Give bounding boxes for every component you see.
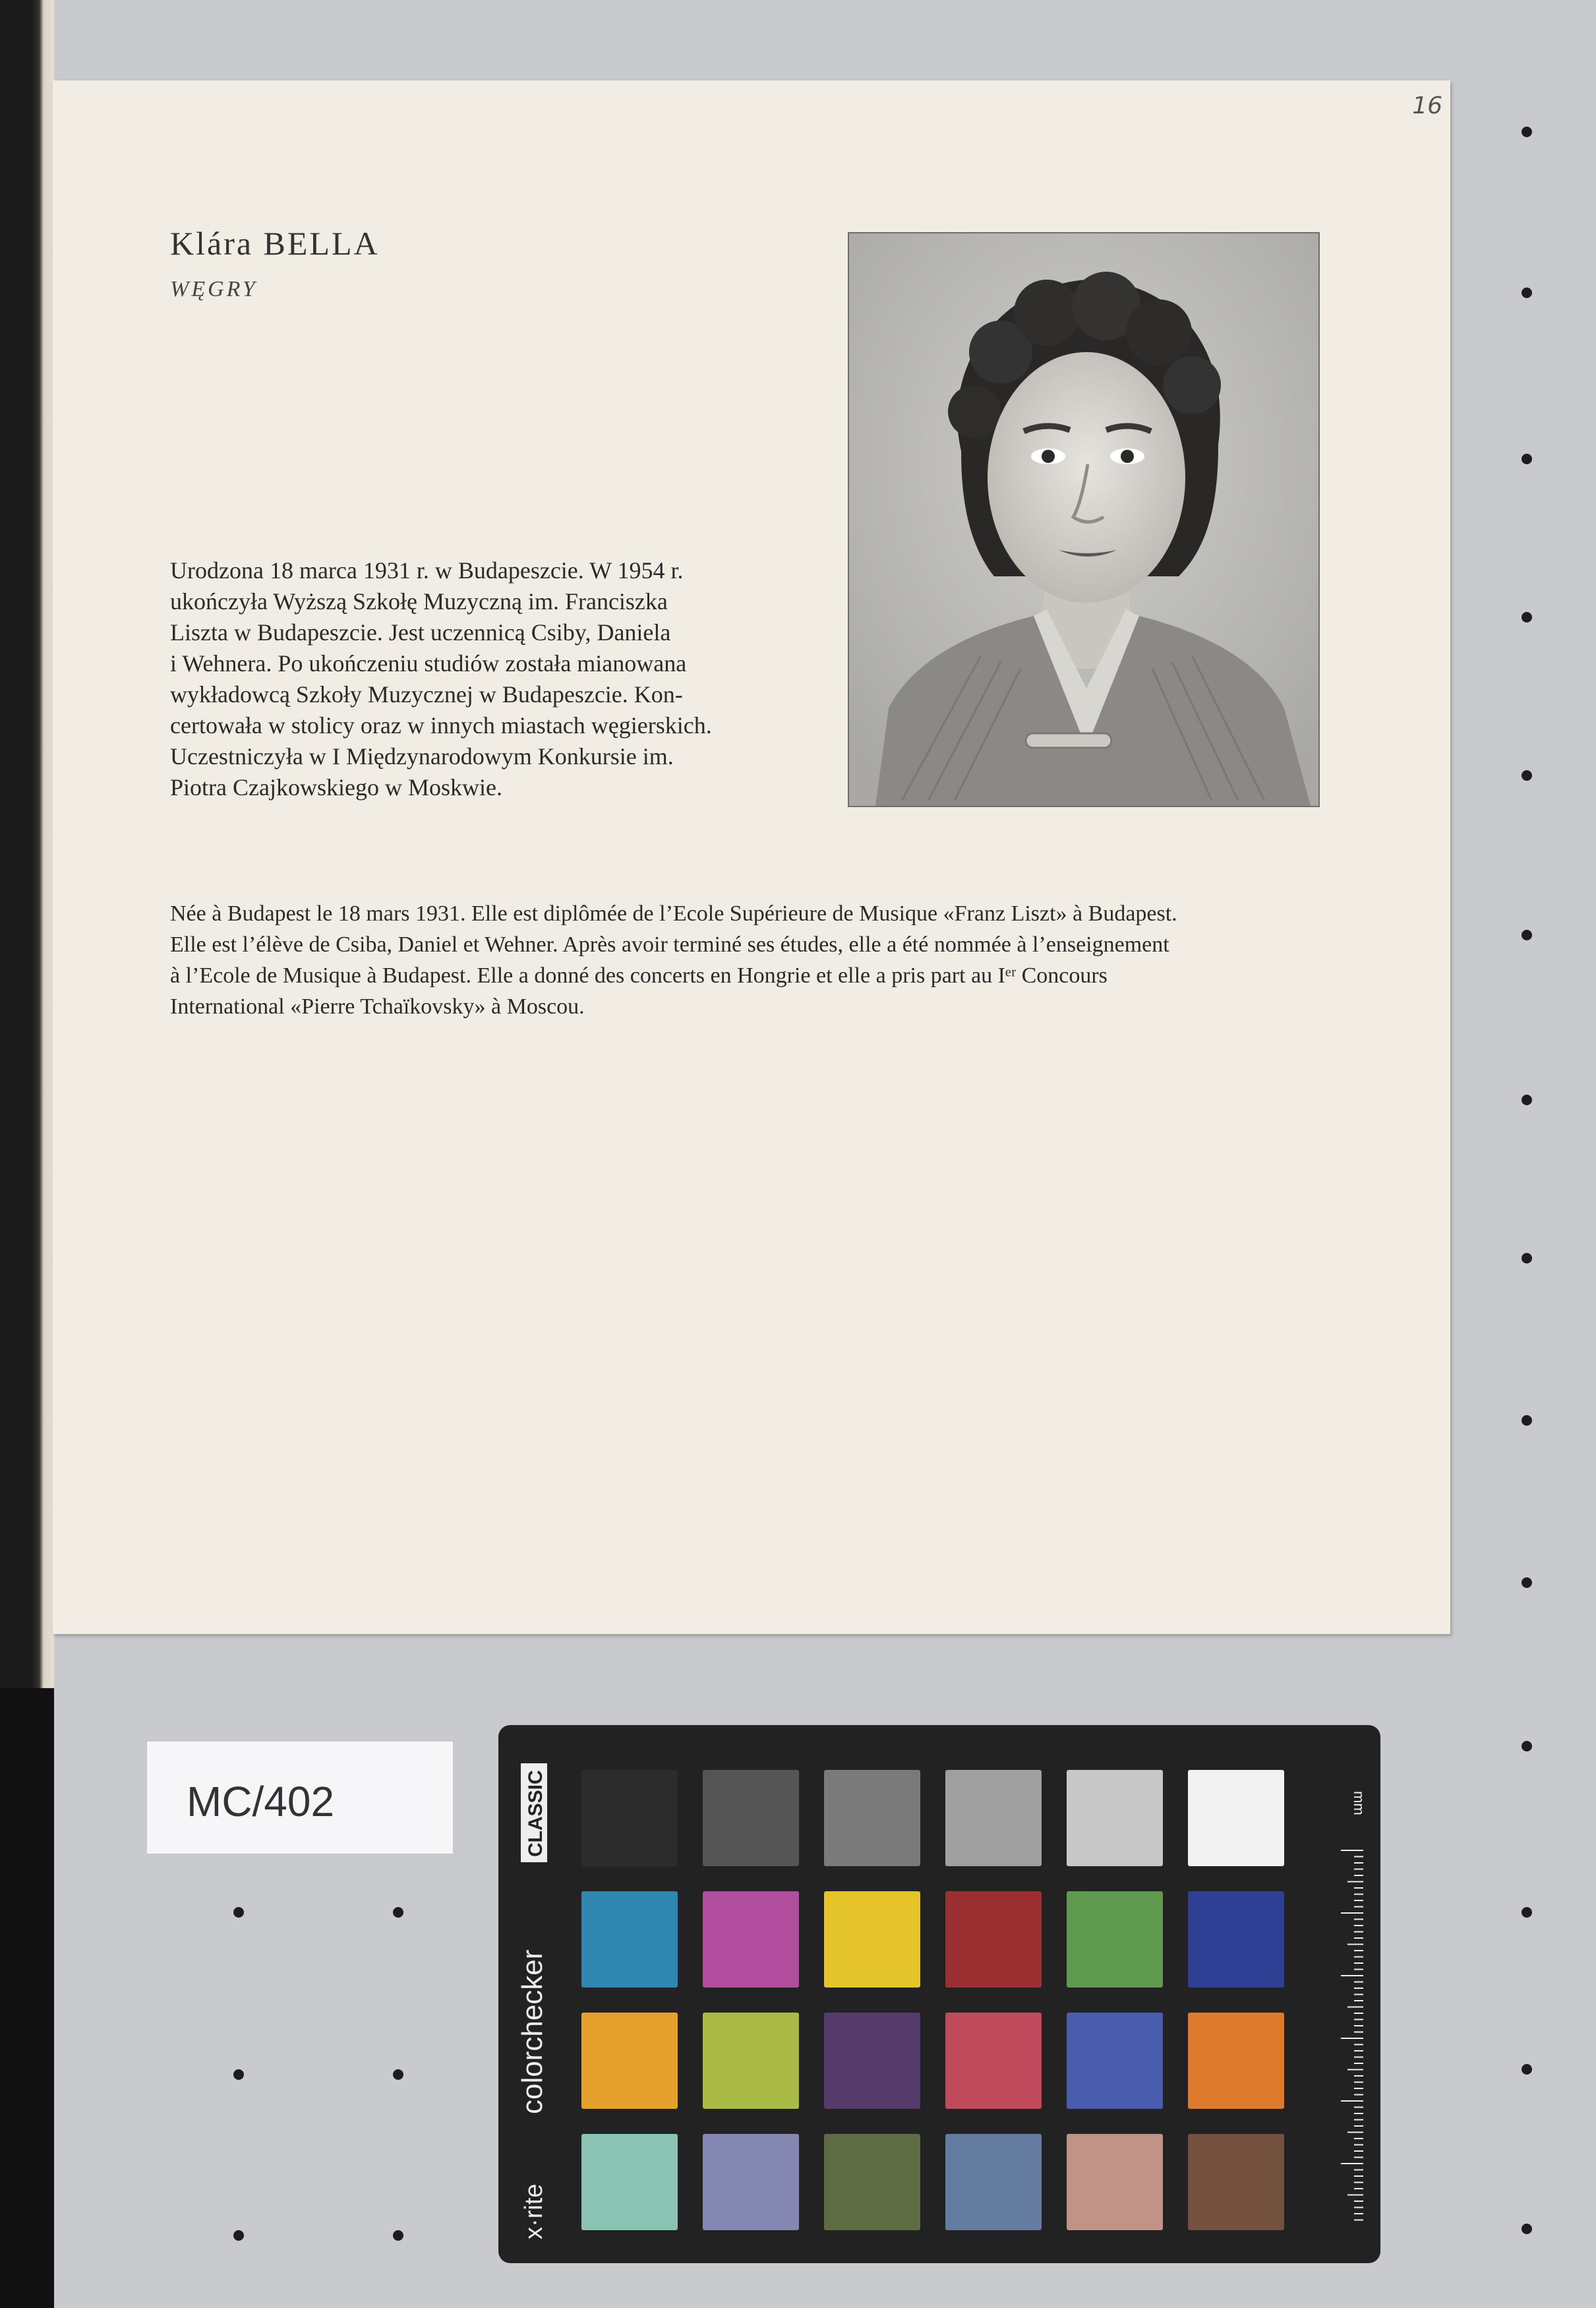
color-swatch	[945, 1891, 1042, 1988]
french-line: Née à Budapest le 18 mars 1931. Elle est diplômée de l’Ecole Supérieure de Musique «Franz Liszt» à Budapest.	[170, 901, 1177, 926]
color-swatch	[824, 2013, 920, 2109]
punch-hole	[1522, 127, 1532, 137]
punch-hole	[1522, 2064, 1532, 2075]
polish-line: Urodzona 18 marca 1931 r. w Budapeszcie. W 1954 r.	[170, 557, 684, 584]
biography-polish	[170, 555, 816, 803]
polish-line: Piotra Czajkowskiego w Moskwie.	[170, 774, 502, 801]
punch-hole	[393, 2230, 403, 2241]
color-swatch	[1188, 2134, 1284, 2230]
color-swatch	[1188, 1891, 1284, 1988]
artist-name: Klára BELLA	[170, 225, 380, 262]
color-swatch	[945, 2013, 1042, 2109]
color-swatch	[824, 1770, 920, 1866]
color-swatch	[581, 2013, 678, 2109]
punch-hole	[1522, 1577, 1532, 1588]
color-swatch	[1067, 1770, 1163, 1866]
biography-french	[170, 898, 1317, 1022]
punch-hole	[1522, 770, 1532, 781]
color-swatch	[1067, 1891, 1163, 1988]
color-swatch	[581, 2134, 678, 2230]
french-line: à l’Ecole de Musique à Budapest. Elle a donné des concerts en Hongrie et elle a pris part au Iᵉʳ Concours	[170, 963, 1108, 988]
polish-line: Liszta w Budapeszcie. Jest uczennicą Csiby, Daniela	[170, 619, 671, 646]
portrait-photo	[848, 232, 1320, 807]
punch-hole	[1522, 1415, 1532, 1426]
polish-line: Uczestniczyła w I Międzynarodowym Konkursie im.	[170, 743, 674, 770]
portrait-illustration	[849, 233, 1318, 806]
color-swatch	[824, 2134, 920, 2230]
color-checker-brand	[510, 1745, 558, 2246]
document-page	[53, 80, 1450, 1634]
color-swatch	[703, 2013, 799, 2109]
brand-text: colorchecker	[516, 1949, 548, 2114]
binder-spine	[0, 1688, 54, 2308]
punch-hole	[1522, 288, 1532, 298]
punch-hole	[233, 1907, 244, 1918]
archive-label-text: MC/402	[187, 1778, 335, 1825]
color-swatch	[1188, 1770, 1284, 1866]
punch-hole	[1522, 1907, 1532, 1918]
polish-line: certowała w stolicy oraz w innych miastach węgierskich.	[170, 712, 712, 739]
color-swatch	[1188, 2013, 1284, 2109]
punch-hole	[233, 2069, 244, 2080]
color-checker	[498, 1725, 1380, 2263]
color-swatch	[703, 2134, 799, 2230]
punch-hole	[1522, 1095, 1532, 1105]
maker-text: x·rite	[520, 2183, 548, 2239]
punch-hole	[233, 2230, 244, 2241]
polish-line: i Wehnera. Po ukończeniu studiów została mianowana	[170, 650, 687, 677]
color-swatch	[703, 1891, 799, 1988]
mm-ruler	[1334, 1771, 1365, 2226]
color-swatch	[581, 1891, 678, 1988]
french-line: Elle est l’élève de Csiba, Daniel et Wehner. Après avoir terminé ses études, elle a été nommée à l’enseignement	[170, 932, 1169, 957]
classic-text: CLASSIC	[525, 1770, 547, 1857]
ruler-unit: mm	[1351, 1791, 1367, 1815]
color-swatch	[1067, 2134, 1163, 2230]
color-swatch	[703, 1770, 799, 1866]
color-swatch	[824, 1891, 920, 1988]
ruler-scale	[1334, 1771, 1365, 2226]
punch-hole	[1522, 1253, 1532, 1263]
punch-hole	[393, 1907, 403, 1918]
color-swatch	[1067, 2013, 1163, 2109]
page-number: 16	[1412, 92, 1442, 119]
punch-hole	[1522, 930, 1532, 940]
color-swatch	[945, 1770, 1042, 1866]
punch-hole	[1522, 454, 1532, 464]
color-swatch	[581, 1770, 678, 1866]
punch-hole	[1522, 612, 1532, 623]
color-checker-brand-text	[510, 1745, 558, 2246]
binder-edge	[0, 0, 54, 2308]
polish-line: ukończyła Wyższą Szkołę Muzyczną im. Franciszka	[170, 588, 668, 615]
punch-hole	[1522, 1741, 1532, 1751]
punch-hole	[393, 2069, 403, 2080]
polish-line: wykładowcą Szkoły Muzycznej w Budapeszcie. Kon-	[170, 681, 683, 708]
artist-country: WĘGRY	[170, 277, 258, 301]
punch-hole	[1522, 2224, 1532, 2234]
french-line: International «Pierre Tchaïkovsky» à Moscou.	[170, 994, 585, 1019]
color-swatch	[945, 2134, 1042, 2230]
archive-label	[146, 1741, 454, 1854]
